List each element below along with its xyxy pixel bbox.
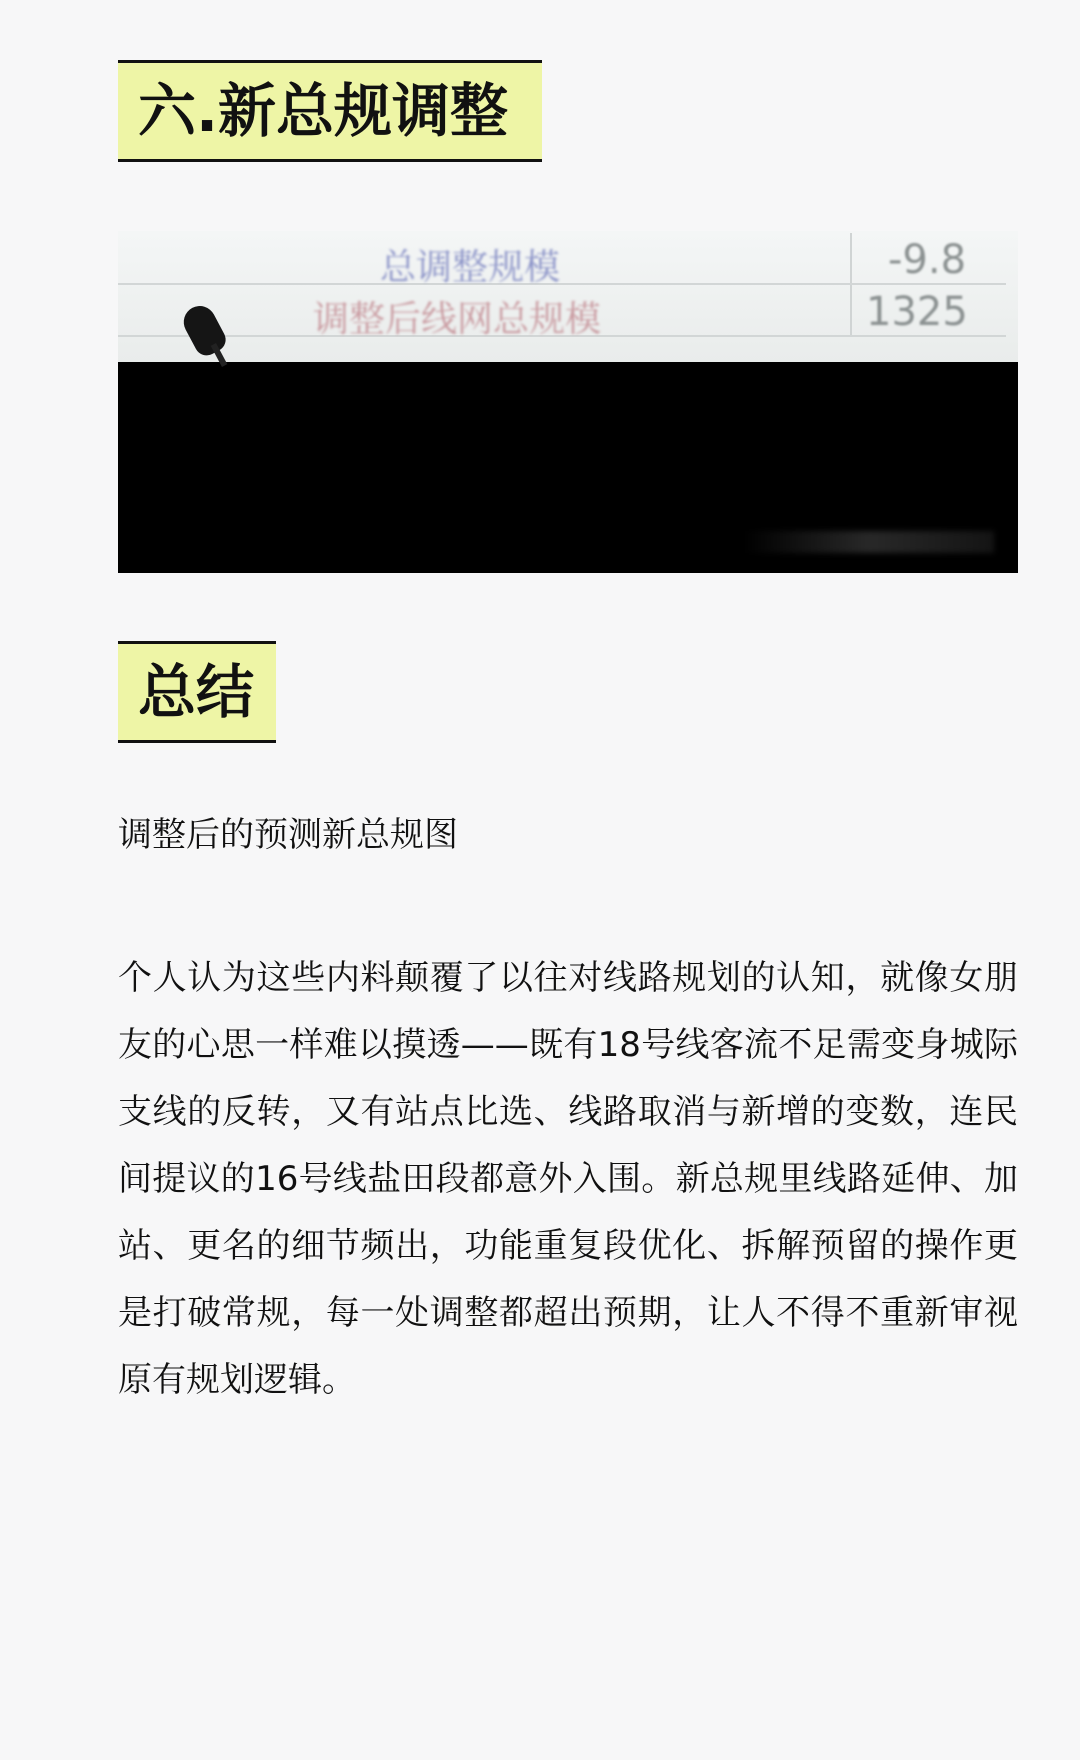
row-value: 1325 [866,289,968,335]
table-row [118,233,1006,288]
column-divider [850,285,852,335]
summary-heading [118,641,276,743]
column-divider [850,233,852,283]
summary-paragraph: 个人认为这些内料颠覆了以往对线路规划的认知，就像女朋友的心思一样难以摸透——既有18号线客流不足需变身城际支线的反转，又有站点比选、线路取消与新增的变数，连民间提议的16号线盐田段都意外入围。新总规里线路延伸、加站、更名的细节频出，功能重复段优化、拆解预留的操作更是打破常规，每一处调整都超出预期，让人不得不重新审视原有规划逻辑。 [118,958,1018,1400]
image-caption: 调整后的预测新总规图 [118,815,458,855]
screenshot-photo [118,231,1018,573]
summary-heading-text: 总结 [138,658,255,726]
section-heading [118,60,542,162]
photo-table [118,231,1018,362]
row-label: 调整后线网总规模 [313,299,602,340]
blurred-watermark [744,531,994,553]
section-heading-text: 六.新总规调整 [138,77,509,145]
row-label: 总调整规模 [380,247,561,288]
row-value: -9.8 [888,237,967,283]
table-row [118,285,1006,340]
